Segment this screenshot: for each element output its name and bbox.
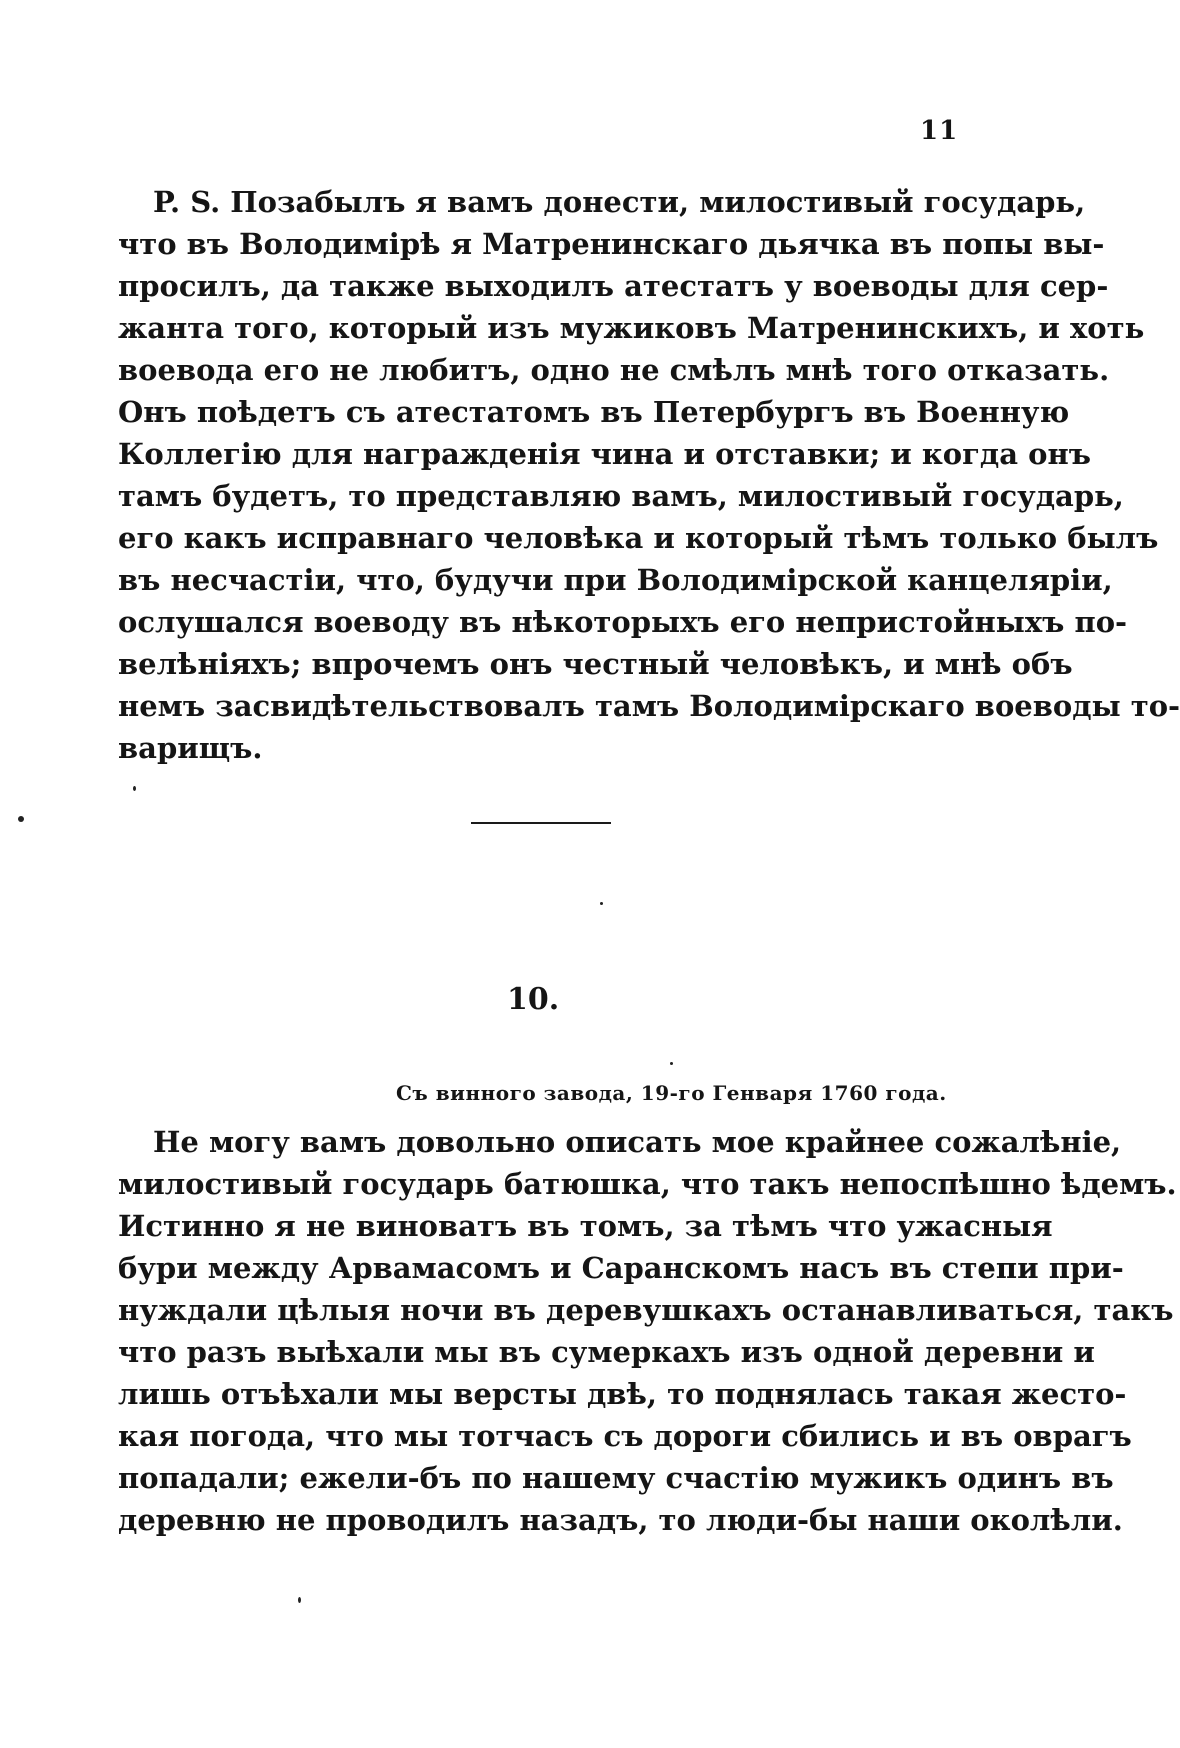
text-line: въ несчастіи, что, будучи при Володимірской канцеляріи, — [118, 563, 1113, 597]
scan-speck — [600, 902, 603, 905]
text-line: попадали; ежели-бъ по нашему счастію мужикъ одинъ въ — [118, 1461, 1114, 1495]
text-line: Истинно я не виноватъ въ томъ, за тѣмъ что ужасныя — [118, 1209, 1053, 1243]
section-divider — [471, 822, 611, 824]
text-line: Не могу вамъ довольно описать мое крайнее сожалѣніе, — [153, 1125, 1122, 1159]
text-line: варищъ. — [118, 731, 263, 765]
scan-speck — [670, 1062, 673, 1065]
scan-speck — [298, 1597, 301, 1603]
text-line: велѣніяхъ; впрочемъ онъ честный человѣкъ, и мнѣ объ — [118, 647, 1073, 681]
text-line: воевода его не любитъ, одно не смѣлъ мнѣ того отказать. — [118, 353, 1110, 387]
text-line: просилъ, да также выходилъ атестатъ у воеводы для сер- — [118, 269, 1109, 303]
text-line: тамъ будетъ, то представляю вамъ, милостивый государь, — [118, 479, 1124, 513]
scan-speck — [18, 816, 24, 822]
letter-paragraph — [118, 1121, 1177, 1541]
text-line: его какъ исправнаго человѣка и который тѣмъ только былъ — [118, 521, 1159, 555]
text-line: нуждали цѣлыя ночи въ деревушкахъ останавливаться, такъ — [118, 1293, 1174, 1327]
text-line: жанта того, который изъ мужиковъ Матренинскихъ, и хоть — [118, 311, 1145, 345]
text-line: кая погода, что мы тотчасъ съ дороги сбились и въ оврагъ — [118, 1419, 1132, 1453]
text-line: что разъ выѣхали мы въ сумеркахъ изъ одной деревни и — [118, 1335, 1095, 1369]
text-line: P. S. Позабылъ я вамъ донести, милостивый государь, — [153, 185, 1086, 219]
text-line: Коллегію для награжденія чина и отставки; и когда онъ — [118, 437, 1091, 471]
letter-dateline: Съ винного завода, 19-го Генваря 1760 года. — [396, 1081, 947, 1105]
postscript-paragraph — [118, 181, 1180, 769]
text-line: Онъ поѣдетъ съ атестатомъ въ Петербургъ въ Военную — [118, 395, 1070, 429]
text-line: что въ Володимірѣ я Матренинскаго дьячка въ попы вы- — [118, 227, 1105, 261]
text-line: бури между Арвамасомъ и Саранскомъ насъ въ степи при- — [118, 1251, 1124, 1285]
section-number: 10. — [507, 982, 560, 1017]
text-line: деревню не проводилъ назадъ, то люди-бы наши околѣли. — [118, 1503, 1123, 1537]
text-line: милостивый государь батюшка, что такъ непоспѣшно ѣдемъ. — [118, 1167, 1177, 1201]
scan-speck — [133, 786, 136, 791]
page-number: 11 — [920, 116, 959, 146]
text-line: немъ засвидѣтельствовалъ тамъ Володимірскаго воеводы то- — [118, 689, 1180, 723]
text-line: лишь отъѣхали мы версты двѣ, то поднялась такая жесто- — [118, 1377, 1127, 1411]
text-line: ослушался воеводу въ нѣкоторыхъ его непристойныхъ по- — [118, 605, 1128, 639]
